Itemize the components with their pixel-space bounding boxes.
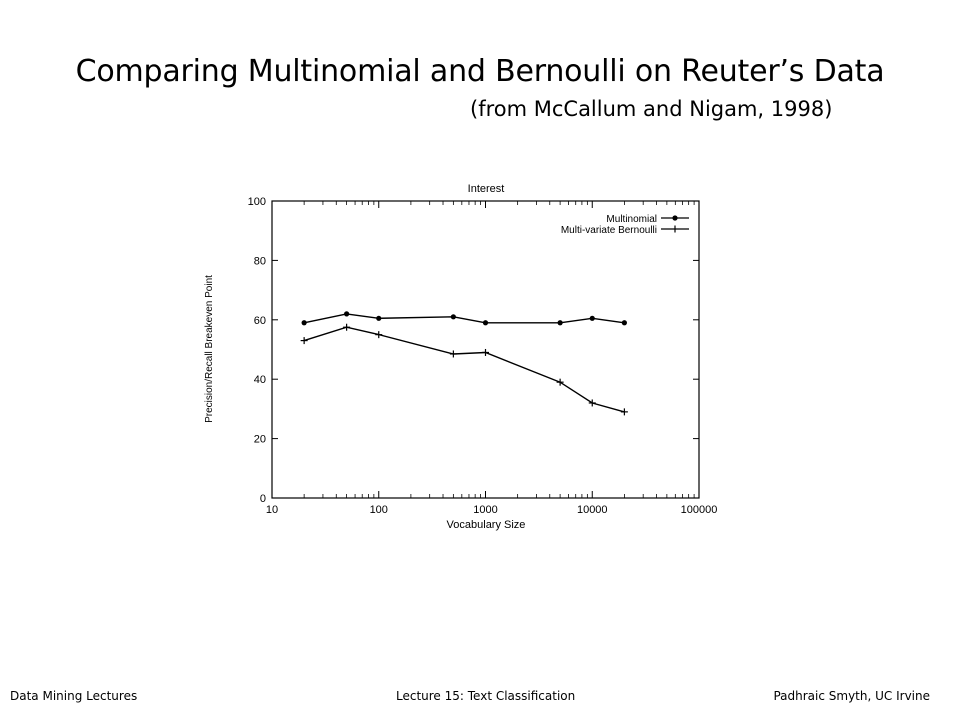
slide-title: Comparing Multinomial and Bernoulli on Reuter’s Data [75,54,885,89]
x-tick-label: 10 [265,504,279,516]
bernoulli-point [482,349,489,356]
legend-label: Multi-variate Bernoulli [560,225,657,236]
chart-title: Interest [467,183,505,195]
legend [561,214,689,236]
legend-marker [672,215,677,220]
series-line-1 [304,327,624,412]
multinomial-point [590,316,595,321]
y-tick-label: 0 [259,493,266,505]
bernoulli-point [375,331,382,338]
multinomial-point [622,320,627,325]
x-tick-label: 10000 [576,504,608,516]
y-axis-label: Precision/Recall Breakeven Point [204,275,215,423]
interest-chart [190,176,720,536]
series-line-0 [304,314,624,323]
multinomial-point [376,316,381,321]
y-tick-label: 20 [253,433,266,446]
x-tick-label: 100 [369,504,388,516]
legend-label: Multinomial [606,214,657,225]
series-lines [301,311,628,415]
y-tick-label: 100 [247,196,266,208]
footer-author: Padhraic Smyth, UC Irvine [773,689,930,703]
axes [248,196,718,516]
footer-lecture: Lecture 15: Text Classification [396,689,576,703]
x-tick-label: 100000 [680,504,718,516]
bernoulli-point [343,324,350,331]
multinomial-point [558,320,563,325]
bernoulli-point [621,408,628,415]
y-tick-label: 80 [253,255,266,268]
bernoulli-point [589,399,596,406]
multinomial-point [451,314,456,319]
bernoulli-point [301,337,308,344]
slide-subtitle: (from McCallum and Nigam, 1998) [470,97,833,121]
footer-course: Data Mining Lectures [10,689,138,703]
bernoulli-point [450,350,457,357]
multinomial-point [302,320,307,325]
x-tick-label: 1000 [473,504,498,516]
multinomial-point [483,320,488,325]
y-tick-label: 60 [253,314,266,327]
x-axis-label: Vocabulary Size [446,519,526,531]
multinomial-point [344,311,349,316]
y-tick-label: 40 [253,374,266,387]
